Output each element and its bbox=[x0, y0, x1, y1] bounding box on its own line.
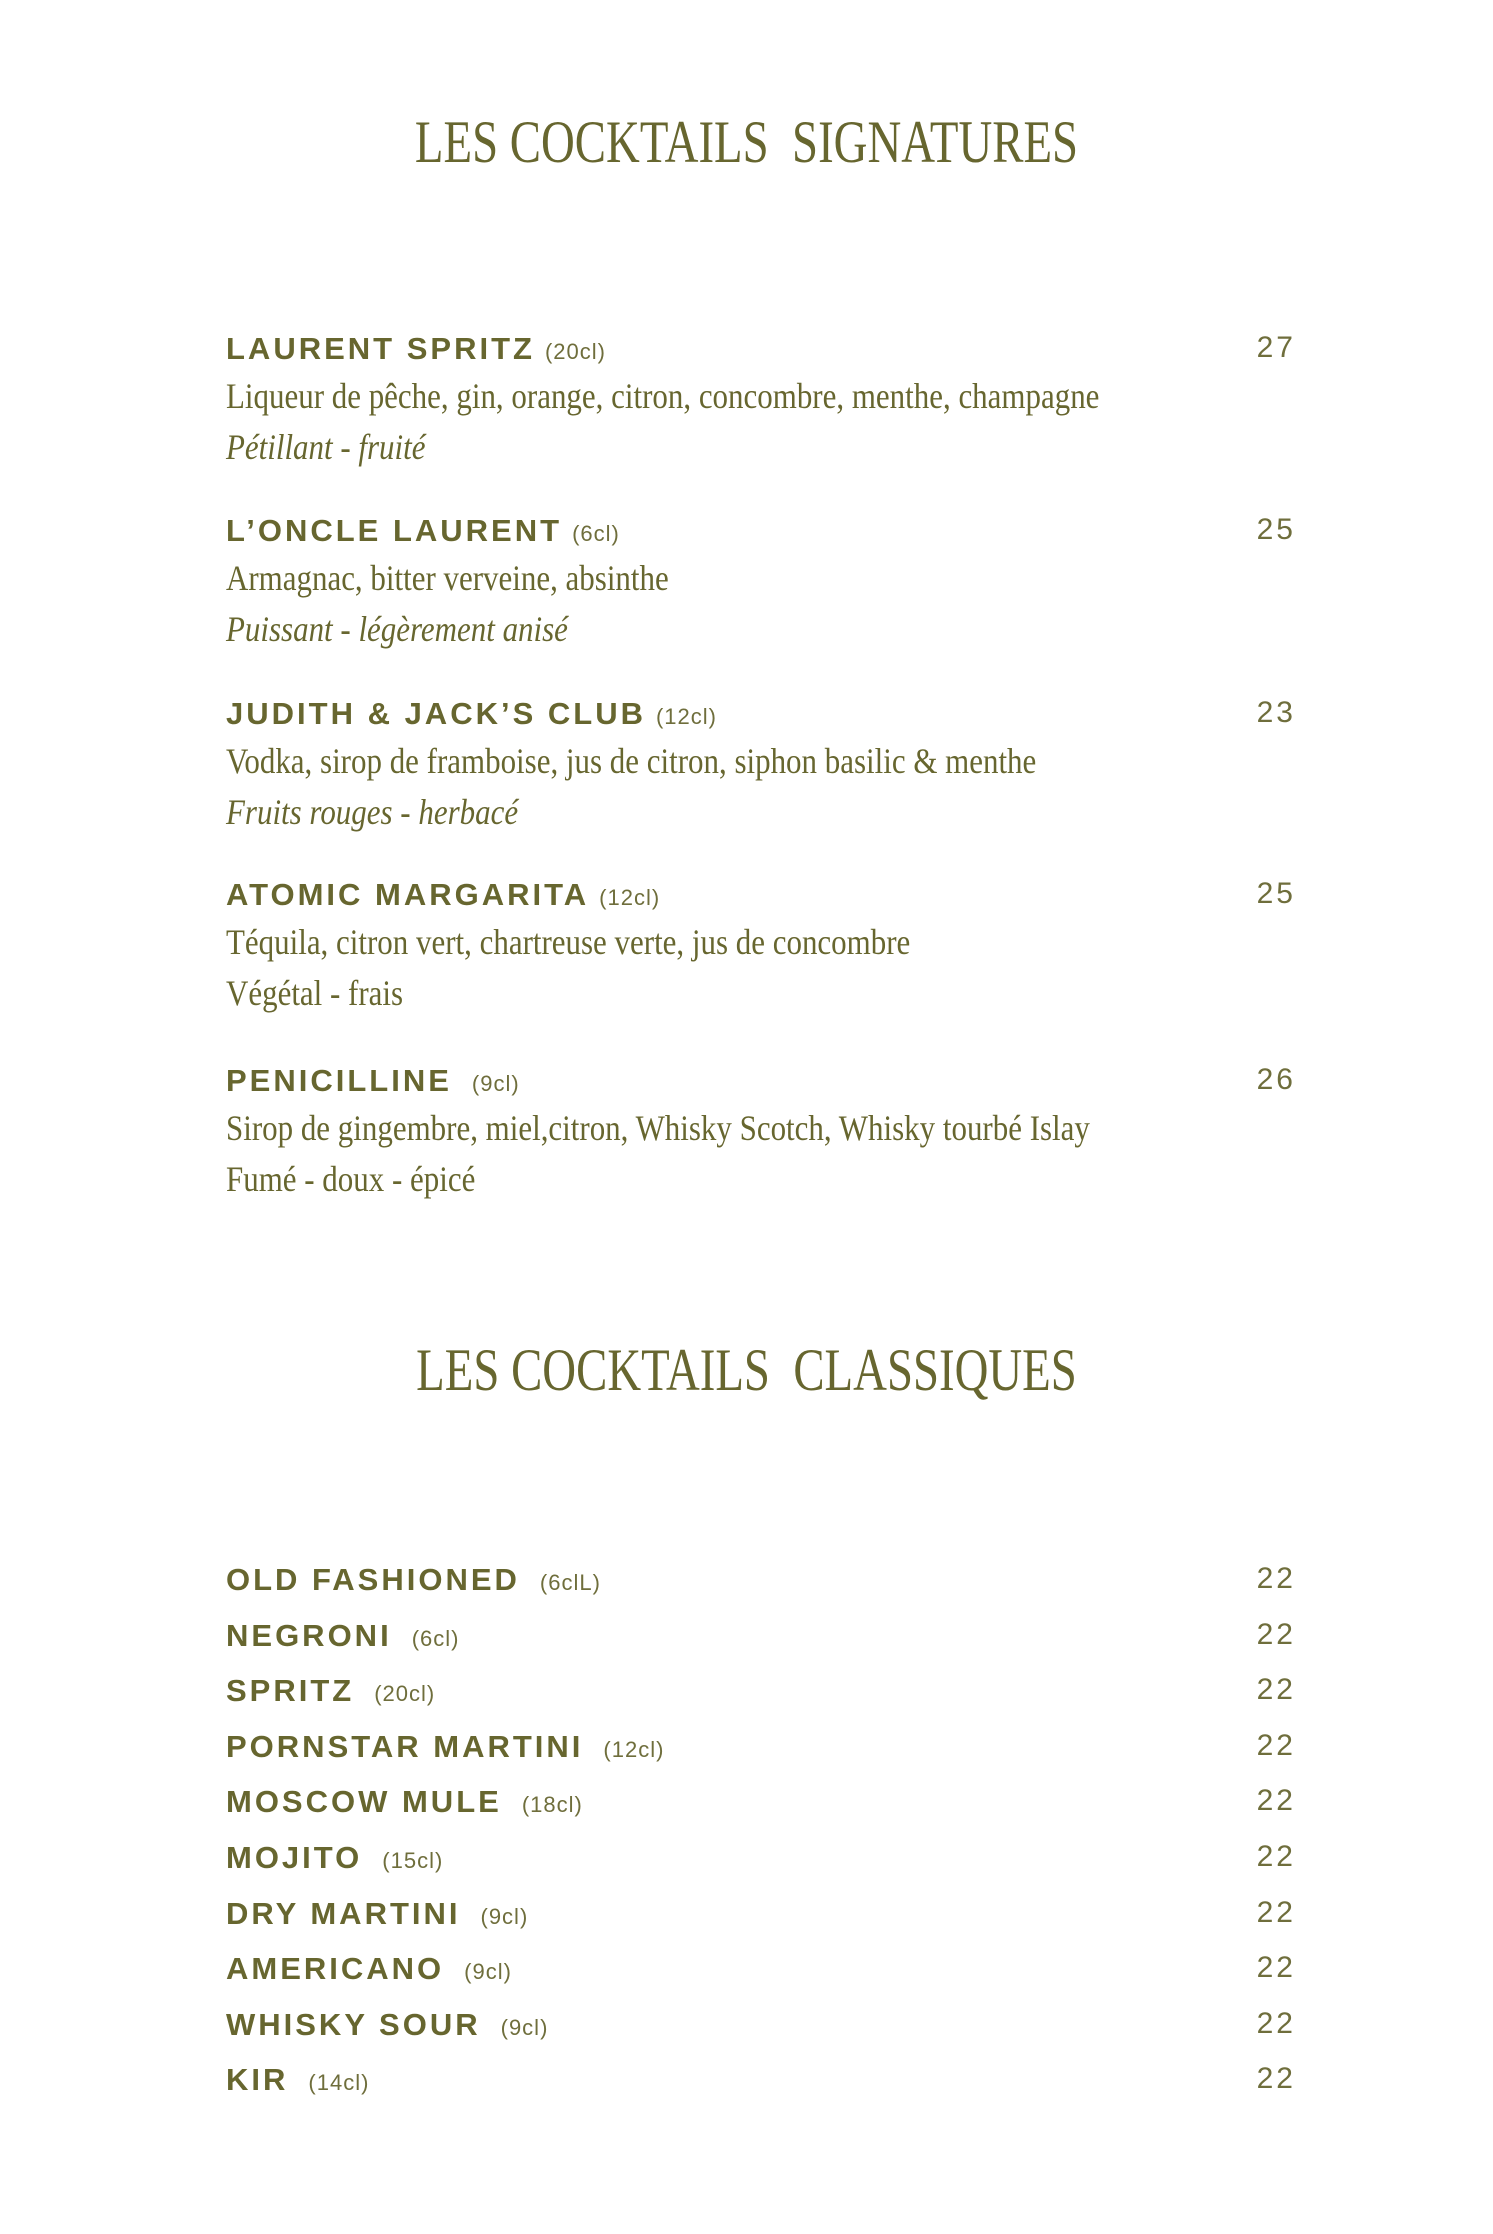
cocktail-name: KIR bbox=[226, 2062, 289, 2098]
cocktail-name: PENICILLINE bbox=[226, 1063, 452, 1098]
menu-item-classic bbox=[226, 1896, 1296, 1952]
cocktail-name: SPRITZ bbox=[226, 1673, 355, 1709]
cocktail-volume: (20cl) bbox=[544, 339, 606, 364]
cocktail-ingredients: Armagnac, bitter verveine, absinthe bbox=[226, 558, 669, 598]
menu-item-classic bbox=[226, 1840, 1296, 1896]
cocktail-tasting-notes: Fruits rouges - herbacé bbox=[226, 792, 519, 832]
section-title-signatures: LES COCKTAILS SIGNATURES bbox=[414, 109, 1079, 175]
menu-item-signature bbox=[226, 696, 1296, 838]
cocktail-name: AMERICANO bbox=[226, 1951, 445, 1987]
menu-item-classic bbox=[226, 1618, 1296, 1674]
cocktail-tasting-notes: Puissant - légèrement anisé bbox=[226, 609, 568, 649]
menu-item-signature bbox=[226, 1063, 1296, 1205]
menu-item-classic bbox=[226, 2062, 1296, 2118]
cocktail-volume: (12cl) bbox=[655, 704, 717, 729]
cocktail-price: 22 bbox=[1256, 1951, 1296, 1985]
cocktail-price: 26 bbox=[1256, 1063, 1296, 1096]
menu-item-signature bbox=[226, 877, 1296, 1019]
cocktail-volume: (14cl) bbox=[308, 2070, 370, 2096]
cocktail-price: 22 bbox=[1256, 1617, 1296, 1651]
cocktail-ingredients: Téquila, citron vert, chartreuse verte, jus de concombre bbox=[226, 922, 911, 962]
cocktail-name: ATOMIC MARGARITA bbox=[226, 877, 590, 912]
cocktail-price: 22 bbox=[1256, 1895, 1296, 1929]
menu-item-signature bbox=[226, 331, 1296, 473]
cocktail-volume: (15cl) bbox=[382, 1847, 444, 1873]
cocktail-price: 27 bbox=[1256, 331, 1296, 364]
cocktail-volume: (9cl) bbox=[500, 2014, 549, 2040]
cocktail-name: LAURENT SPRITZ bbox=[226, 331, 535, 366]
cocktail-price: 25 bbox=[1256, 513, 1296, 546]
section-title-classics: LES COCKTAILS CLASSIQUES bbox=[416, 1337, 1077, 1403]
cocktail-volume: (9cl) bbox=[464, 1959, 512, 1985]
cocktail-volume: (9cl) bbox=[471, 1071, 520, 1096]
cocktail-name: DRY MARTINI bbox=[226, 1895, 461, 1931]
cocktail-price: 22 bbox=[1256, 1673, 1296, 1707]
cocktail-volume: (9cl) bbox=[480, 1903, 529, 1929]
cocktail-name: WHISKY SOUR bbox=[226, 2006, 481, 2042]
cocktail-price: 25 bbox=[1256, 877, 1296, 910]
cocktail-volume: (6clL) bbox=[539, 1570, 601, 1595]
menu-item-classic bbox=[226, 1951, 1296, 2007]
classics-list bbox=[226, 1562, 1296, 2118]
cocktail-volume: (12cl) bbox=[603, 1736, 665, 1762]
cocktail-price: 22 bbox=[1256, 1562, 1296, 1595]
cocktail-ingredients: Liqueur de pêche, gin, orange, citron, concombre, menthe, champagne bbox=[226, 376, 1100, 416]
cocktail-name: PORNSTAR MARTINI bbox=[226, 1728, 584, 1764]
cocktail-tasting-notes: Fumé - doux - épicé bbox=[226, 1159, 476, 1199]
cocktail-name: MOSCOW MULE bbox=[226, 1784, 502, 1820]
cocktail-price: 22 bbox=[1256, 1839, 1296, 1873]
menu-item-classic bbox=[226, 2007, 1296, 2063]
cocktail-name: L’ONCLE LAURENT bbox=[226, 513, 563, 548]
cocktail-price: 22 bbox=[1256, 2006, 1296, 2040]
cocktail-name: MOJITO bbox=[226, 1839, 363, 1875]
cocktail-name: JUDITH & JACK’S CLUB bbox=[226, 696, 646, 731]
cocktail-volume: (6cl) bbox=[411, 1625, 460, 1651]
cocktail-price: 22 bbox=[1256, 2062, 1296, 2096]
menu-item-classic bbox=[226, 1562, 1296, 1618]
cocktail-volume: (12cl) bbox=[599, 885, 661, 910]
cocktail-price: 22 bbox=[1256, 1784, 1296, 1818]
menu-item-classic bbox=[226, 1784, 1296, 1840]
cocktail-volume: (6cl) bbox=[572, 521, 620, 546]
cocktail-price: 22 bbox=[1256, 1728, 1296, 1762]
cocktail-name: OLD FASHIONED bbox=[226, 1562, 520, 1597]
menu-item-classic bbox=[226, 1673, 1296, 1729]
menu-item-signature bbox=[226, 513, 1296, 655]
cocktail-volume: (20cl) bbox=[374, 1681, 436, 1707]
cocktail-volume: (18cl) bbox=[521, 1792, 583, 1818]
cocktail-tasting-notes: Pétillant - fruité bbox=[226, 427, 426, 467]
cocktail-ingredients: Vodka, sirop de framboise, jus de citron, siphon basilic & menthe bbox=[226, 741, 1037, 781]
cocktail-tasting-notes: Végétal - frais bbox=[226, 973, 404, 1013]
cocktail-name: NEGRONI bbox=[226, 1617, 392, 1653]
cocktail-price: 23 bbox=[1256, 696, 1296, 729]
cocktail-ingredients: Sirop de gingembre, miel,citron, Whisky Scotch, Whisky tourbé Islay bbox=[226, 1108, 1090, 1148]
menu-item-classic bbox=[226, 1729, 1296, 1785]
